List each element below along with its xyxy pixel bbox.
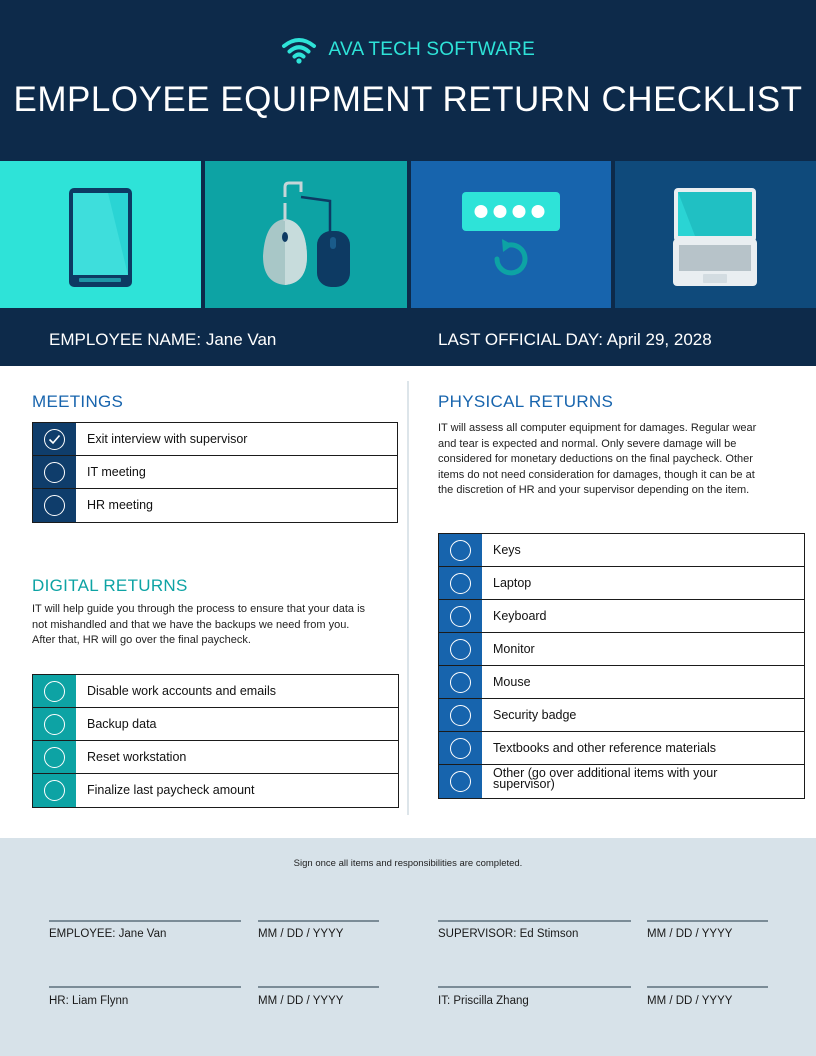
supervisor-date-label: MM / DD / YYYY xyxy=(647,928,733,940)
checklist-item xyxy=(439,765,804,798)
checkbox-circle-icon xyxy=(44,495,65,516)
checkbox-circle-icon xyxy=(450,771,471,792)
physical-returns-checklist xyxy=(438,533,805,799)
checklist-item xyxy=(439,699,804,732)
checkbox-circle-icon xyxy=(450,705,471,726)
it-date-line[interactable] xyxy=(647,986,768,988)
employee-signature-label: EMPLOYEE: Jane Van xyxy=(49,928,167,940)
digital-returns-description: IT will help guide you through the process to ensure that your data is not mishandled and that we have the backups we need from you. After that, HR will go over the final paycheck. xyxy=(32,603,366,647)
checklist-item xyxy=(33,489,397,522)
physical-returns-description: IT will assess all computer equipment for damages. Regular wear and tear is expected and normal. Only severe damage will be considered for monetary deductions on the final paycheck. Other items do not need consideration for damages, though it can be at the discretion of HR and your supervisor depending on the item. xyxy=(438,422,757,497)
hr-date-label: MM / DD / YYYY xyxy=(258,995,344,1007)
tile-laptop xyxy=(615,161,816,308)
employee-name: EMPLOYEE NAME: Jane Van xyxy=(49,330,277,349)
header xyxy=(0,0,816,158)
meetings-heading: MEETINGS xyxy=(32,392,124,411)
tile-mouse xyxy=(205,161,407,308)
checkbox[interactable] xyxy=(33,741,76,773)
supervisor-date-line[interactable] xyxy=(647,920,768,922)
checkbox-circle-icon xyxy=(450,606,471,627)
checklist-item-label: Finalize last paycheck amount xyxy=(87,783,255,797)
checkbox[interactable] xyxy=(439,600,482,632)
checklist-item-label: Monitor xyxy=(493,642,535,656)
checklist-item xyxy=(33,423,397,456)
supervisor-signature-line[interactable] xyxy=(438,920,631,922)
checkbox-circle-icon xyxy=(44,681,65,702)
it-signature-line[interactable] xyxy=(438,986,631,988)
checkbox[interactable] xyxy=(439,732,482,764)
hr-signature-line[interactable] xyxy=(49,986,241,988)
icon-tiles xyxy=(0,158,816,311)
checklist-item-label: Laptop xyxy=(493,576,532,590)
employee-signature-line[interactable] xyxy=(49,920,241,922)
checkbox[interactable] xyxy=(439,666,482,698)
checkbox-circle-icon xyxy=(450,738,471,759)
checklist-item-label: Mouse xyxy=(493,675,531,689)
checklist-item xyxy=(439,567,804,600)
checklist-item xyxy=(33,741,398,774)
tablet-icon xyxy=(0,161,201,308)
checklist-item-label: Backup data xyxy=(87,717,157,731)
checklist-item xyxy=(439,666,804,699)
last-official-day: LAST OFFICIAL DAY: April 29, 2028 xyxy=(438,330,712,349)
hr-signature-label: HR: Liam Flynn xyxy=(49,995,129,1007)
brand-name: AVA TECH SOFTWARE xyxy=(328,39,535,60)
laptop-icon xyxy=(615,161,816,308)
checklist-item-label: Security badge xyxy=(493,708,577,722)
checklist-item-label: Other (go over additional items with your supervisor) xyxy=(493,766,718,791)
checkbox-circle-icon xyxy=(44,462,65,483)
digital-returns-heading: DIGITAL RETURNS xyxy=(32,576,188,595)
tile-password xyxy=(411,161,611,308)
signature-section xyxy=(0,838,816,1056)
employee-date-label: MM / DD / YYYY xyxy=(258,928,344,940)
employee-info-bar xyxy=(0,311,816,366)
checklist-item-label: Keys xyxy=(493,543,521,557)
physical-returns-heading: PHYSICAL RETURNS xyxy=(438,392,614,411)
checkbox[interactable] xyxy=(33,675,76,707)
it-date-label: MM / DD / YYYY xyxy=(647,995,733,1007)
supervisor-signature-label: SUPERVISOR: Ed Stimson xyxy=(438,928,579,940)
checkbox[interactable] xyxy=(439,699,482,731)
checklist-item-label: Reset workstation xyxy=(87,750,187,764)
brand xyxy=(0,36,816,64)
checkbox[interactable] xyxy=(439,633,482,665)
checklist-item-label: IT meeting xyxy=(87,465,146,479)
checkbox-circle-icon xyxy=(44,747,65,768)
checklist-item xyxy=(33,708,398,741)
checkbox[interactable] xyxy=(33,456,76,488)
checklist-item xyxy=(33,774,398,807)
checkbox[interactable] xyxy=(33,489,76,522)
checkbox-circle-icon xyxy=(450,672,471,693)
it-signature-label: IT: Priscilla Zhang xyxy=(438,995,529,1007)
checkbox-circle-icon xyxy=(450,540,471,561)
mouse-icon xyxy=(205,161,407,308)
checkbox[interactable] xyxy=(439,765,482,798)
checklist-item xyxy=(439,600,804,633)
checkbox-circle-icon xyxy=(44,780,65,801)
password-reset-icon xyxy=(411,161,611,308)
checkbox[interactable] xyxy=(439,567,482,599)
checklist-item xyxy=(439,633,804,666)
tile-tablet xyxy=(0,161,201,308)
checklist-item-label: Textbooks and other reference materials xyxy=(493,741,717,755)
checkmark-icon xyxy=(44,429,65,450)
checkbox[interactable] xyxy=(33,774,76,807)
checkbox-circle-icon xyxy=(450,639,471,660)
checklist-item xyxy=(439,534,804,567)
page-title: EMPLOYEE EQUIPMENT RETURN CHECKLIST xyxy=(13,80,803,119)
checklist-item-label: Exit interview with supervisor xyxy=(87,432,248,446)
employee-date-line[interactable] xyxy=(258,920,379,922)
hr-date-line[interactable] xyxy=(258,986,379,988)
checkbox[interactable] xyxy=(33,708,76,740)
checkbox[interactable] xyxy=(33,423,76,455)
digital-returns-checklist xyxy=(32,674,399,808)
checklist-item-label: HR meeting xyxy=(87,498,153,512)
checklist-item xyxy=(33,456,397,489)
checklist-item-label: Keyboard xyxy=(493,609,547,623)
checklist-item-label: Disable work accounts and emails xyxy=(87,684,276,698)
checklist-item xyxy=(33,675,398,708)
meetings-checklist xyxy=(32,422,398,523)
column-divider xyxy=(407,381,409,815)
checkbox[interactable] xyxy=(439,534,482,566)
checklist-item xyxy=(439,732,804,765)
checkbox-circle-icon xyxy=(44,714,65,735)
signature-note: Sign once all items and responsibilities are completed. xyxy=(293,858,523,869)
wifi-icon xyxy=(281,36,317,64)
checkbox-circle-icon xyxy=(450,573,471,594)
